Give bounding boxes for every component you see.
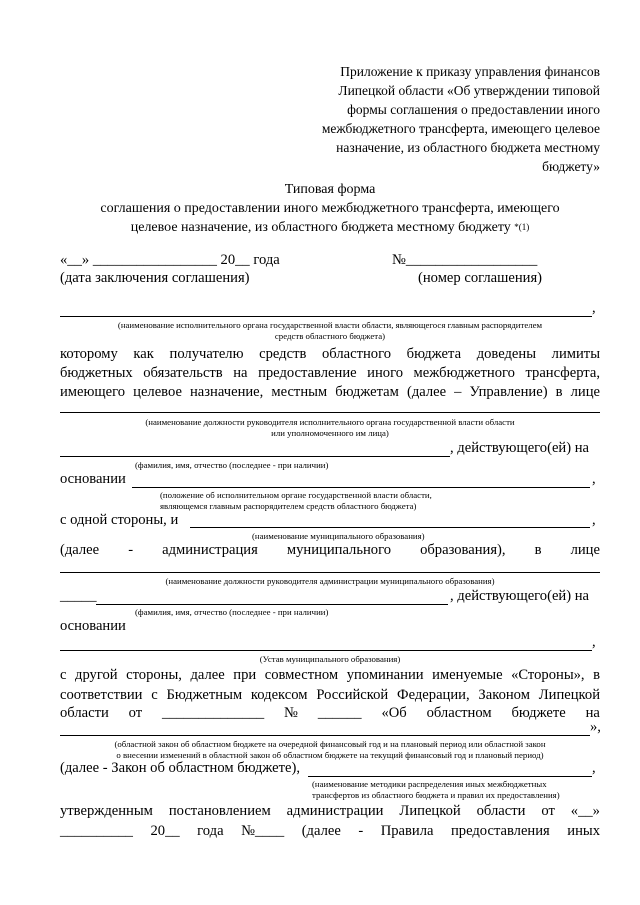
basis-line[interactable] [132, 487, 590, 488]
comma: , [592, 634, 596, 650]
agreement-date-caption: (дата заключения соглашения) [60, 270, 250, 286]
word: в [534, 542, 542, 558]
law-ref-text: (далее - Закон об областном бюджете), [60, 760, 300, 776]
word: года [197, 823, 224, 839]
word[interactable]: ______ [317, 705, 362, 721]
attachment-line: Приложение к приказу управления финансов [340, 64, 600, 79]
basis-caption-a: (положение об исполнительном органе государственной власти области, [160, 490, 432, 500]
word[interactable]: 20__ [150, 823, 180, 839]
word: предоставления [450, 823, 550, 839]
word: на [585, 705, 600, 721]
form-subtitle-text: целевое назначение, из областного бюджета местному бюджету [130, 220, 511, 235]
comma: , [592, 512, 596, 528]
word[interactable]: «__» [570, 803, 600, 819]
comma: , [592, 300, 596, 316]
authority-name-caption-b: средств областного бюджета) [274, 331, 386, 341]
attachment-line: Липецкой области «Об утверждении типовой [338, 83, 600, 98]
acting-text: , действующего(ей) на [450, 440, 590, 456]
word: постановлением [168, 803, 271, 819]
one-side-text: с одной стороны, и [60, 512, 179, 528]
word: области [476, 803, 526, 819]
acting2-text: , действующего(ей) на [450, 588, 590, 604]
position-line[interactable] [60, 412, 600, 413]
word: лице [570, 542, 600, 558]
word: «Об [381, 705, 407, 721]
para1-line2: бюджетных обязательств на предоставление иного межбюджетного трансферта, [60, 365, 600, 381]
word: утвержденным [60, 803, 153, 819]
charter-caption: (Устав муниципального образования) [259, 654, 401, 664]
attachment-header [300, 62, 600, 176]
para1-line3: имеющего целевое назначение, местным бюджетам (далее – Управление) в лице [60, 384, 600, 400]
para1-line1: которому как получателю средств областного бюджета доведены лимиты [60, 346, 600, 362]
position-caption-a: (наименование должности руководителя исполнительного органа государственной власти области [145, 417, 515, 427]
acting2-prefix: _____ [60, 588, 97, 604]
word[interactable]: ______________ [162, 705, 265, 721]
municipality-line[interactable] [190, 527, 590, 528]
agreement-number-field[interactable]: №__________________ [392, 252, 538, 268]
head-position-caption: (наименование должности руководителя администрации муниципального образования) [165, 576, 495, 586]
methodology-line[interactable] [308, 776, 592, 777]
fio2-caption: (фамилия, имя, отчество (последнее - при наличии) [135, 607, 329, 617]
attachment-line: бюджету» [542, 159, 600, 174]
law-caption-a: (областной закон об областном бюджете на очередной финансовый год и на плановый период или областной закон [114, 739, 546, 749]
methodology-caption-a: (наименование методики распределения иных межбюджетных [312, 779, 547, 789]
attachment-line: назначение, из областного бюджета местному [336, 140, 600, 155]
form-subtitle-line1: соглашения о предоставлении иного межбюджетного трансферта, имеющего [100, 201, 560, 216]
authority-name-caption-a: (наименование исполнительного органа государственной власти области, являющегося главным распорядителем [117, 320, 543, 330]
admin-row [60, 542, 600, 559]
word: - [358, 823, 364, 839]
fio2-line[interactable] [96, 604, 448, 605]
law-name-line[interactable] [60, 735, 590, 736]
word: (далее [60, 542, 100, 558]
word: (далее [301, 823, 341, 839]
methodology-caption-b: трансфертов из областного бюджета и правил их предоставления) [312, 790, 560, 800]
word[interactable]: __________ [60, 823, 133, 839]
basis2-label: основании [60, 618, 126, 634]
municipality-caption: (наименование муниципального образования) [252, 531, 425, 541]
law-caption-b: о внесении изменений в областной закон об областном бюджете на текущий финансовый год и плановый период) [116, 750, 544, 760]
agreement-number-caption: (номер соглашения) [418, 270, 543, 286]
footnote-mark[interactable]: *(1) [514, 222, 530, 232]
word: Правила [380, 823, 434, 839]
word: иных [567, 823, 600, 839]
word: - [128, 542, 134, 558]
word: областном [426, 705, 492, 721]
word: администрации [286, 803, 384, 819]
word: бюджете [511, 705, 566, 721]
fio-line[interactable] [60, 456, 450, 457]
comma: , [592, 760, 596, 776]
approved-row [60, 803, 600, 820]
authority-name-line[interactable] [60, 316, 592, 317]
head-position-line[interactable] [60, 572, 600, 573]
word: от [541, 803, 555, 819]
law-row [60, 705, 600, 722]
basis-caption-b: являющемся главным распорядителем средств областного бюджета) [160, 501, 417, 511]
basis-label: основании [60, 471, 126, 487]
word[interactable]: №____ [241, 823, 285, 839]
para2-line2: соответствии с Бюджетным кодексом Российской Федерации, Законом Липецкой [60, 687, 600, 703]
form-subtitle-line2 [60, 218, 600, 237]
charter-line[interactable] [60, 650, 592, 651]
word: № [284, 705, 298, 721]
form-title: Типовая форма [284, 182, 376, 197]
fio-caption: (фамилия, имя, отчество (последнее - при наличии) [135, 460, 329, 470]
attachment-line: межбюджетного трансферта, имеющего целевое [321, 121, 600, 136]
word: Липецкой [399, 803, 461, 819]
word: области [60, 705, 109, 721]
comma: , [592, 471, 596, 487]
word: администрация [162, 542, 258, 558]
para2-line1: с другой стороны, далее при совместном упоминании именуемые «Стороны», в [60, 667, 600, 683]
word: муниципального [286, 542, 392, 558]
law-close: », [590, 719, 601, 735]
word: от [128, 705, 143, 721]
agreement-date-field[interactable]: «__» _________________ 20__ года [60, 252, 280, 268]
position-caption-b: или уполномоченного им лица) [271, 428, 389, 438]
last-row [60, 823, 600, 840]
attachment-line: формы соглашения о предоставлении иного [347, 102, 600, 117]
word: образования), [420, 542, 506, 558]
